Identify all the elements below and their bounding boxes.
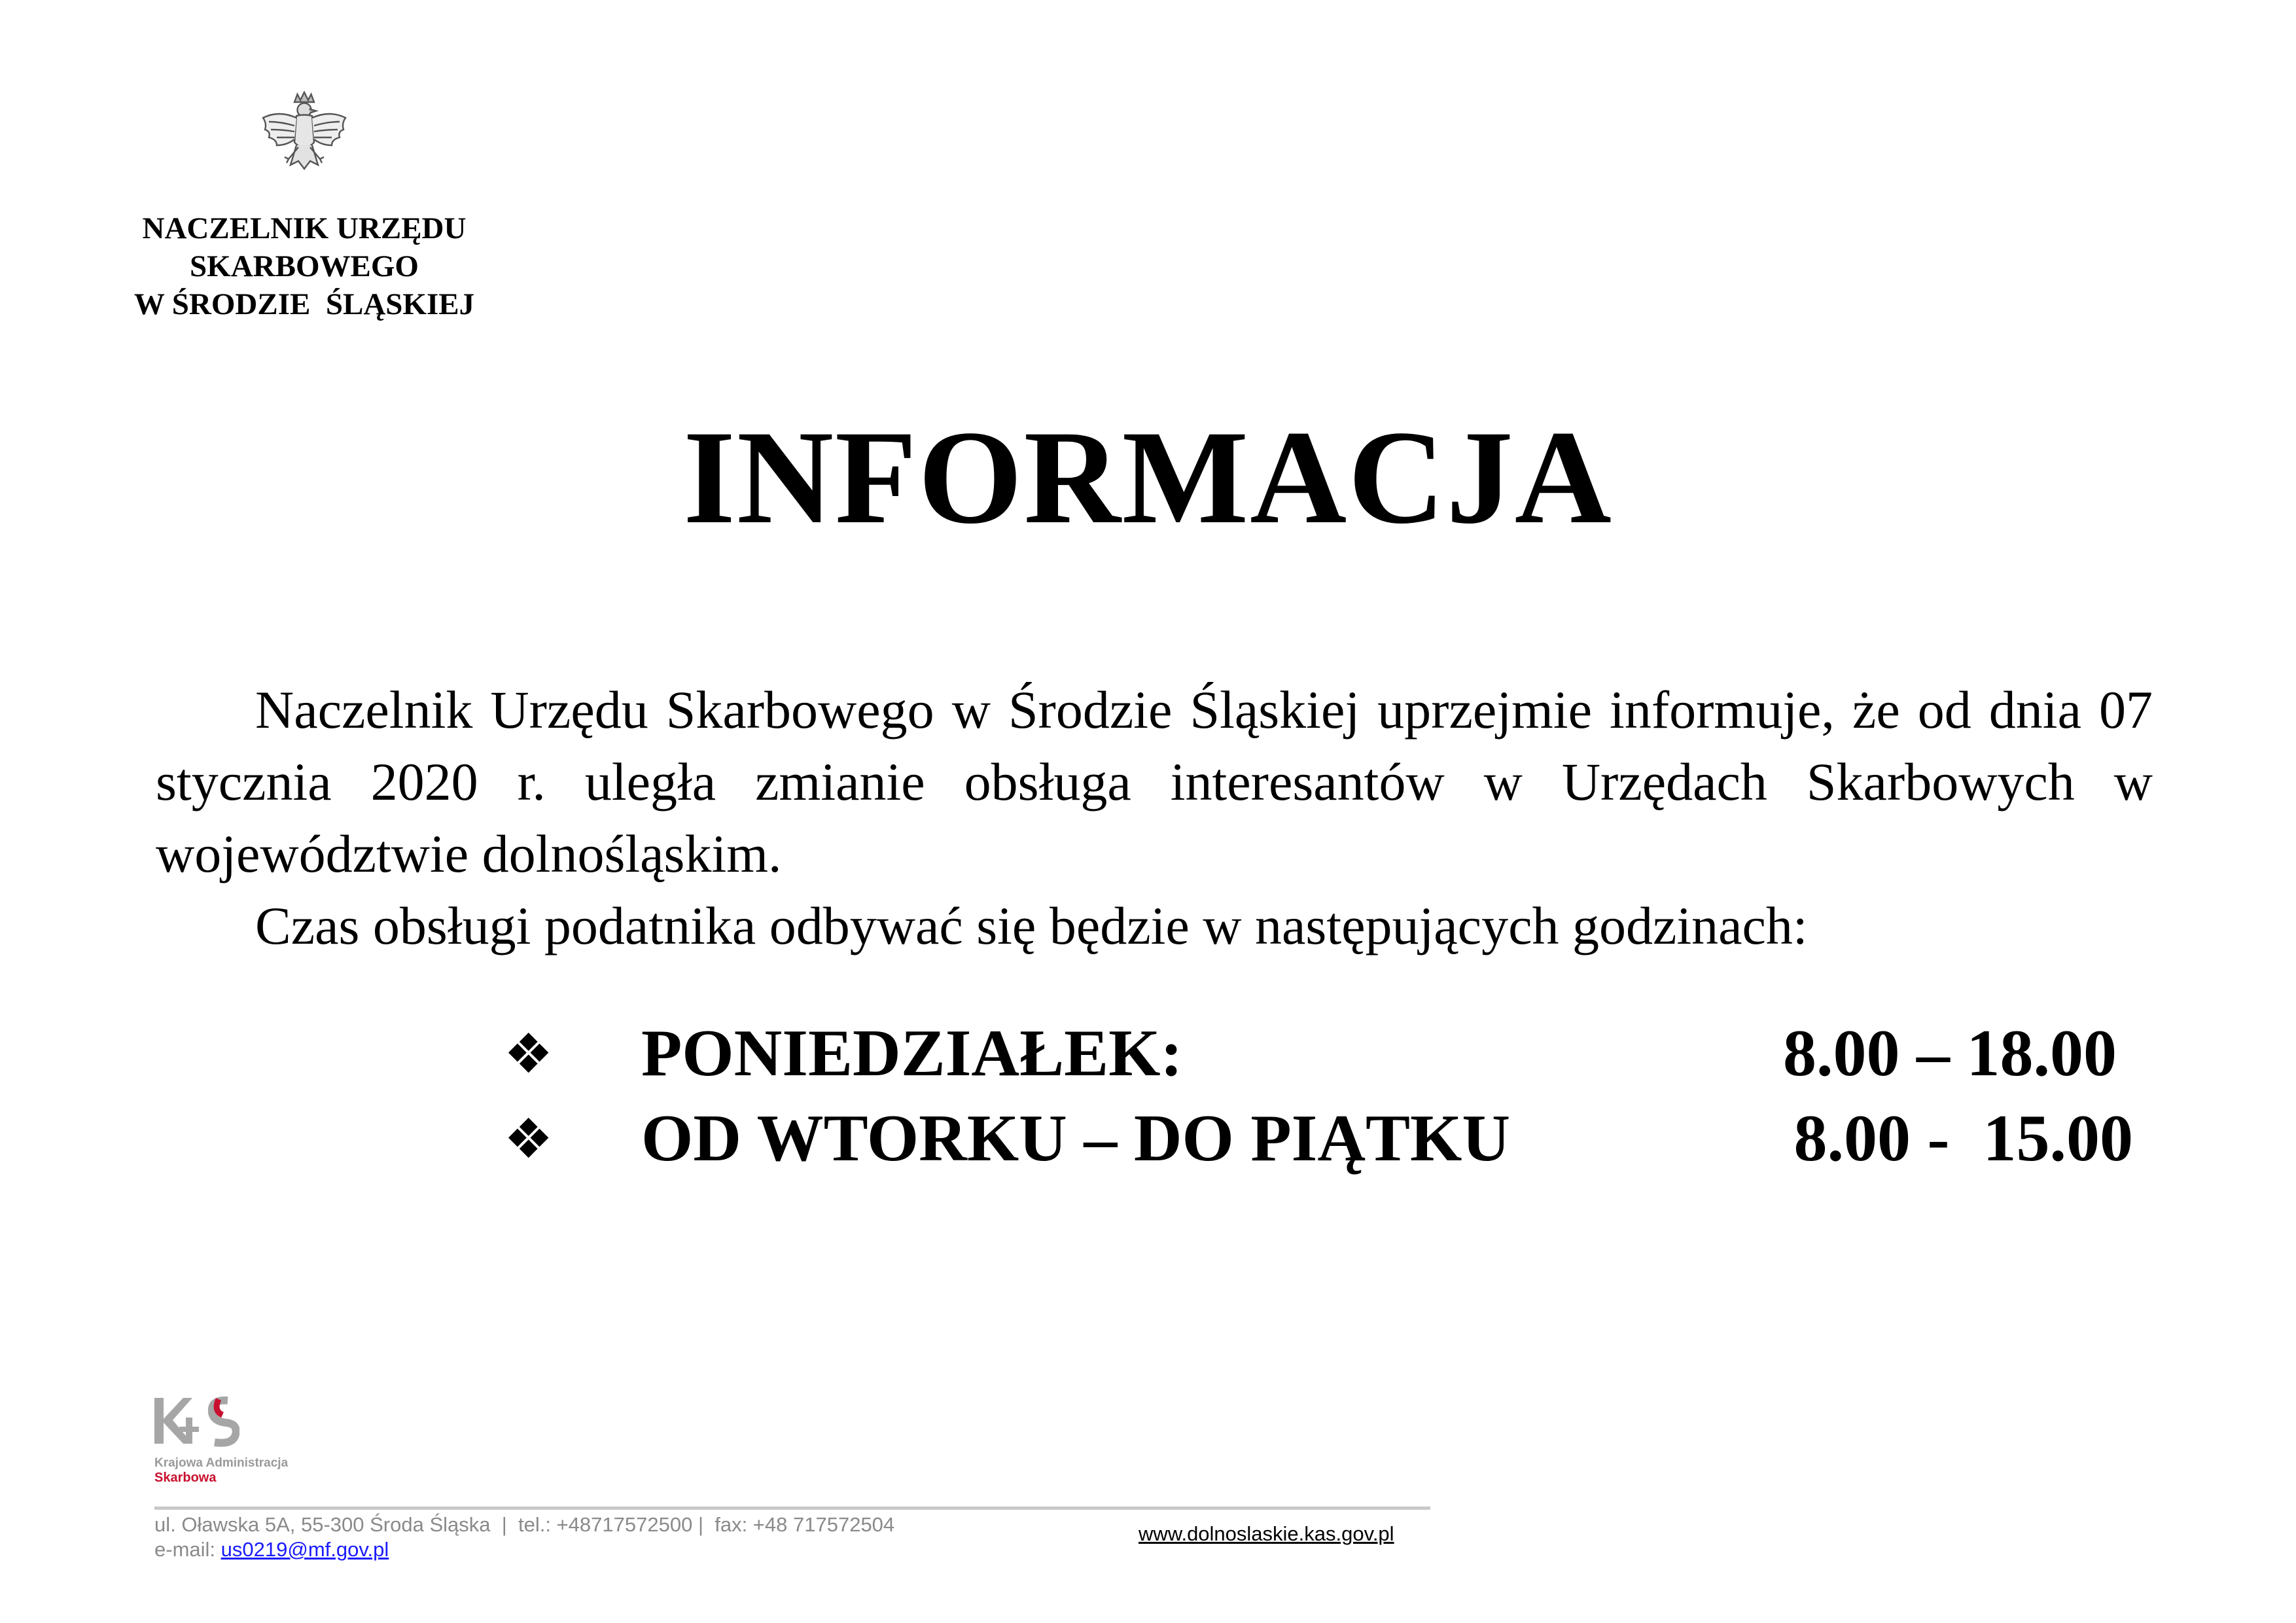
schedule-row-monday (504, 1014, 2133, 1093)
schedule-day: OD WTORKU – DO PIĄTKU (641, 1101, 1511, 1175)
schedule-hours: 8.00 – 18.00 (1783, 1016, 2117, 1090)
email-link[interactable]: us0219@mf.gov.pl (221, 1538, 389, 1561)
kas-name-line-2: Skarbowa (154, 1471, 217, 1485)
polish-eagle-emblem-icon (255, 88, 353, 187)
header-line-2: SKARBOWEGO (190, 249, 419, 283)
email-label: e-mail: (154, 1538, 221, 1561)
diamond-bullet-icon: ❖ (504, 1107, 554, 1171)
announcement-paragraph-2: Czas obsługi podatnika odbywać się będzie w następujących godzinach: (255, 896, 1808, 955)
footer-address: ul. Oławska 5A, 55-300 Środa Śląska | tel.: +48717572500 | fax: +48 717572504 (154, 1513, 895, 1536)
kas-name-line-1: Krajowa Administracja (154, 1456, 289, 1470)
schedule-day: PONIEDZIAŁEK: (641, 1016, 1183, 1090)
diamond-bullet-icon: ❖ (504, 1022, 554, 1086)
header-line-1: NACZELNIK URZĘDU (142, 211, 467, 245)
page-title: INFORMACJA (683, 403, 1613, 552)
footer-email-line (154, 1538, 389, 1561)
schedule-row-tuesday-friday (504, 1099, 2133, 1178)
schedule-hours: 8.00 - 15.00 (1793, 1101, 2133, 1175)
website-link[interactable]: www.dolnoslaskie.kas.gov.pl (1139, 1522, 1394, 1545)
announcement-body (156, 674, 2153, 962)
header-line-3: W ŚRODZIE ŚLĄSKIEJ (133, 287, 475, 321)
announcement-paragraph-1: Naczelnik Urzędu Skarbowego w Środzie Śląskiej uprzejmie informuje, że od dnia 07 stycznia 2020 r. uległa zmianie obsługa interesantów w Urzędach Skarbowych w województwie dolnośląskim. (156, 680, 2153, 883)
footer-divider (154, 1507, 1430, 1510)
office-header (98, 88, 510, 323)
